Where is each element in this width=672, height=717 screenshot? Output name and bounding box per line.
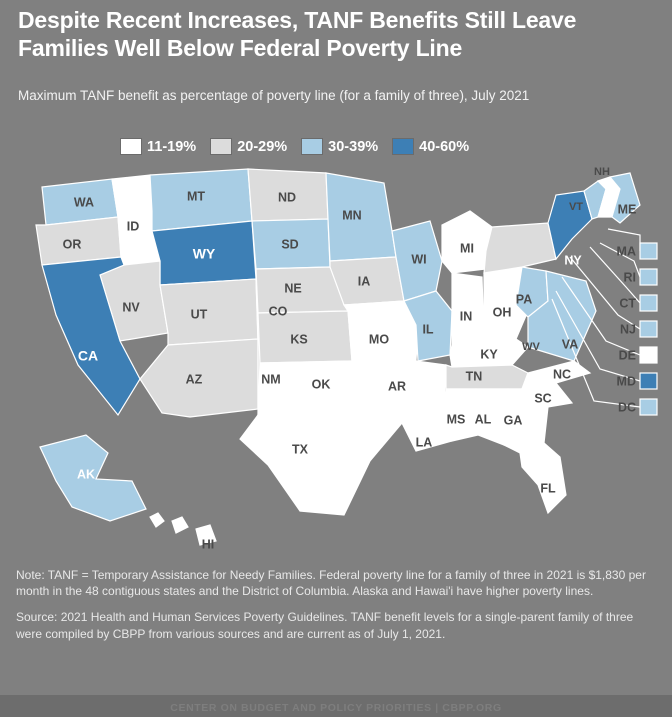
callout-swatch-DE[interactable] xyxy=(640,347,657,363)
callout-swatch-MA[interactable] xyxy=(640,243,657,259)
state-label-OK: OK xyxy=(311,377,331,392)
footer-credit: CENTER ON BUDGET AND POLICY PRIORITIES | CBPP.ORG xyxy=(170,702,502,714)
state-label-VA: VA xyxy=(561,337,579,352)
state-label-WV: WV xyxy=(522,340,540,353)
legend-item xyxy=(392,138,469,155)
state-label-AK: AK xyxy=(76,467,96,482)
state-label-FL: FL xyxy=(540,481,556,496)
callout-label-DC: DC xyxy=(617,400,636,415)
state-label-OH: OH xyxy=(492,305,512,320)
state-label-AL: AL xyxy=(474,412,492,427)
state-label-WA: WA xyxy=(73,195,95,210)
state-label-KY: KY xyxy=(480,347,498,362)
state-label-PA: PA xyxy=(515,292,533,307)
state-label-NC: NC xyxy=(552,367,572,382)
state-label-ND: ND xyxy=(277,190,297,205)
state-label-NE: NE xyxy=(284,281,302,296)
state-label-MO: MO xyxy=(368,332,390,347)
state-label-TN: TN xyxy=(465,369,483,384)
state-label-MS: MS xyxy=(446,412,466,427)
state-HI[interactable] xyxy=(150,513,164,527)
state-label-NH: NH xyxy=(594,165,610,178)
callout-label-RI: RI xyxy=(623,270,636,285)
state-label-MT: MT xyxy=(186,189,206,204)
legend-swatch-11-19 xyxy=(120,138,142,155)
page-subtitle: Maximum TANF benefit as percentage of poverty line (for a family of three), July 2021 xyxy=(18,88,530,103)
legend-item xyxy=(210,138,287,155)
state-label-UT: UT xyxy=(190,307,208,322)
state-label-ID: ID xyxy=(126,219,140,234)
state-label-IN: IN xyxy=(459,309,473,324)
state-AR[interactable] xyxy=(404,361,446,405)
callout-swatch-NJ[interactable] xyxy=(640,321,657,337)
callout-label-NJ: NJ xyxy=(620,322,636,337)
state-label-NY: NY xyxy=(564,253,582,268)
state-TN[interactable] xyxy=(446,365,528,389)
state-TX[interactable] xyxy=(240,395,404,515)
state-UT[interactable] xyxy=(160,279,258,345)
legend-label: 11-19% xyxy=(147,138,197,155)
state-label-HI: HI xyxy=(201,537,215,552)
legend-swatch-30-39 xyxy=(301,138,323,155)
state-label-IA: IA xyxy=(357,274,371,289)
callout-label-DE: DE xyxy=(618,348,636,363)
legend-item xyxy=(120,138,196,155)
state-label-SD: SD xyxy=(281,237,299,252)
state-label-MN: MN xyxy=(342,208,362,223)
state-label-AZ: AZ xyxy=(185,372,203,387)
legend-swatch-40-60 xyxy=(392,138,414,155)
legend-label: 20-29% xyxy=(237,138,288,155)
state-FL[interactable] xyxy=(520,443,566,513)
legend xyxy=(120,138,469,155)
state-label-TX: TX xyxy=(292,442,308,457)
state-label-KS: KS xyxy=(290,332,308,347)
state-HI-2[interactable] xyxy=(172,517,188,533)
state-label-SC: SC xyxy=(534,391,552,406)
source-text: Source: 2021 Health and Human Services Poverty Guidelines. TANF benefit levels for a single-parent family of three were compiled by CBPP from various sources and are current as of July 1, 2021. xyxy=(16,610,634,641)
note-text: Note: TANF = Temporary Assistance for Needy Families. Federal poverty line for a family of three in 2021 is $1,830 per month in the 48 contiguous states and the District of Columbia. Alaska and Hawai'i have higher poverty lines. xyxy=(16,568,646,599)
legend-label: 30-39% xyxy=(328,138,379,155)
state-label-WY: WY xyxy=(192,245,216,262)
legend-swatch-20-29 xyxy=(210,138,232,155)
callout-label-MA: MA xyxy=(616,244,636,259)
us-choropleth-map xyxy=(0,165,672,565)
state-label-NV: NV xyxy=(122,300,140,315)
state-label-CO: CO xyxy=(268,304,288,319)
state-label-CA: CA xyxy=(77,347,99,364)
legend-label: 40-60% xyxy=(419,138,470,155)
page-title: Despite Recent Increases, TANF Benefits Still Leave Families Well Below Federal Poverty Line xyxy=(18,7,577,62)
state-label-GA: GA xyxy=(503,413,523,428)
state-label-OR: OR xyxy=(62,237,82,252)
state-label-ME: ME xyxy=(617,202,637,217)
state-PA[interactable] xyxy=(484,223,556,273)
state-label-AR: AR xyxy=(387,379,407,394)
state-label-LA: LA xyxy=(415,435,433,450)
state-label-MI: MI xyxy=(460,241,474,256)
callout-swatch-CT[interactable] xyxy=(640,295,657,311)
state-label-IL: IL xyxy=(422,322,434,337)
callout-swatch-DC[interactable] xyxy=(640,399,657,415)
state-label-NM: NM xyxy=(261,372,281,387)
callout-swatch-MD[interactable] xyxy=(640,373,657,389)
notes-block xyxy=(16,567,661,652)
legend-item xyxy=(301,138,378,155)
state-label-VT: VT xyxy=(568,200,584,213)
callout-label-MD: MD xyxy=(616,374,636,389)
state-label-WI: WI xyxy=(411,252,427,267)
callout-swatch-RI[interactable] xyxy=(640,269,657,285)
callout-label-CT: CT xyxy=(619,296,636,311)
